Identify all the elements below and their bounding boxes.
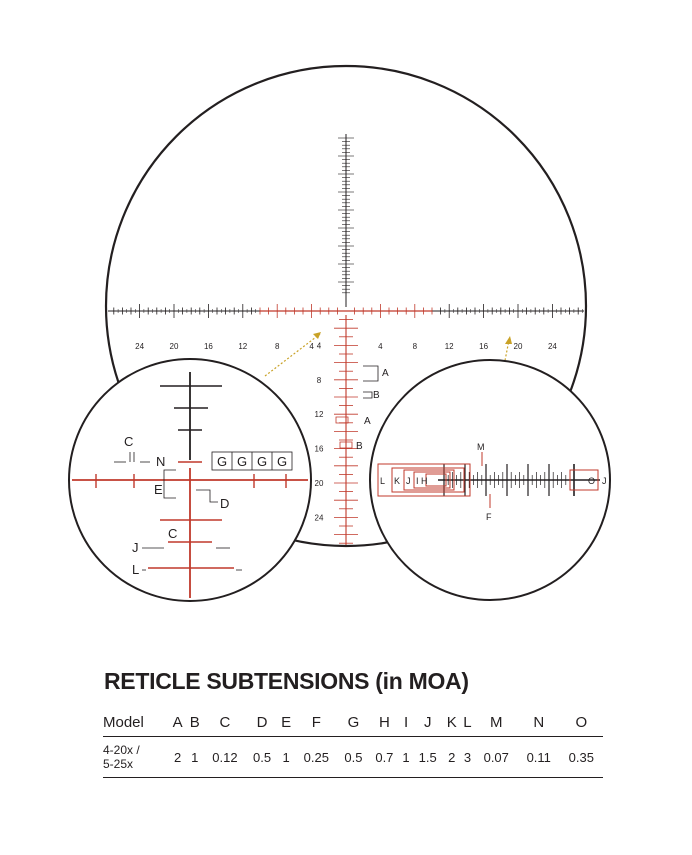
vertical-scale-labels (315, 341, 324, 522)
right-callout-F: F (486, 512, 492, 522)
header-F: F (295, 708, 338, 737)
vertical-stadia (334, 134, 358, 545)
header-model: Model (103, 708, 169, 737)
right-box-K: K (394, 476, 401, 486)
left-callout-E: E (154, 482, 163, 497)
value-B: 1 (186, 737, 203, 778)
value-F: 0.25 (295, 737, 338, 778)
right-callout-M: M (477, 442, 485, 452)
value-D: 0.5 (247, 737, 278, 778)
scale-label-right: 12 (444, 342, 454, 351)
value-N: 0.11 (518, 737, 560, 778)
model-cell (103, 737, 169, 778)
left-callout-G4: G (277, 454, 288, 469)
scale-label-vertical: 8 (316, 375, 322, 385)
scale-label-vertical: 16 (314, 444, 324, 454)
scale-label-vertical: 4 (316, 341, 322, 351)
scale-label-left: 20 (169, 342, 179, 351)
value-J: 1.5 (412, 737, 443, 778)
right-box-J: J (406, 476, 411, 486)
header-I: I (400, 708, 412, 737)
left-callout-N: N (156, 454, 166, 469)
scale-label-right: 20 (513, 342, 523, 351)
scale-label-vertical: 12 (314, 410, 324, 420)
arrow-head-left-icon (313, 332, 321, 339)
header-M: M (475, 708, 518, 737)
right-box-L: L (380, 476, 386, 486)
right-box-H: H (421, 476, 428, 486)
subtension-table (103, 708, 603, 778)
header-A: A (169, 708, 186, 737)
left-callout-G1: G (217, 454, 228, 469)
left-callout-G3: G (257, 454, 268, 469)
left-callout-C-top: C (124, 434, 134, 449)
value-M: 0.07 (475, 737, 518, 778)
value-O: 0.35 (560, 737, 603, 778)
scale-label-left: 4 (309, 342, 314, 351)
left-detail-view (69, 359, 311, 601)
scale-label-right: 24 (547, 342, 557, 351)
value-I: 1 (400, 737, 412, 778)
left-callout-C-mid: C (168, 526, 178, 541)
scale-label-left: 8 (274, 342, 280, 351)
scale-label-left: 24 (135, 342, 145, 351)
right-box-I: I (416, 476, 419, 486)
callout-brackets (336, 366, 378, 448)
value-G: 0.5 (338, 737, 369, 778)
model-line-1: 4-20x / (103, 743, 140, 757)
scale-label-right: 4 (378, 342, 383, 351)
table-row (103, 737, 603, 778)
left-callout-D: D (220, 496, 230, 511)
left-callout-G2: G (237, 454, 248, 469)
header-E: E (278, 708, 295, 737)
zoom-arrow-left (265, 334, 320, 376)
header-N: N (518, 708, 560, 737)
callout-A-lower: A (364, 416, 371, 427)
scale-label-vertical: 20 (314, 479, 324, 488)
right-box-J-end: J (602, 476, 607, 486)
scale-label-right: 16 (479, 342, 489, 351)
value-L: 3 (460, 737, 474, 778)
model-line-2: 5-25x (103, 757, 134, 771)
scale-label-left: 12 (238, 342, 248, 351)
scale-label-right: 8 (412, 342, 418, 351)
left-callout-L: L (132, 562, 140, 577)
header-D: D (247, 708, 278, 737)
right-detail-view (370, 360, 610, 600)
header-C: C (203, 708, 246, 737)
right-box-O: O (588, 476, 596, 486)
header-G: G (338, 708, 369, 737)
left-callout-J: J (132, 540, 139, 555)
callout-B-upper: B (373, 390, 380, 401)
scale-label-left: 16 (203, 342, 213, 351)
table-header-row (103, 708, 603, 737)
value-H: 0.7 (369, 737, 400, 778)
header-O: O (560, 708, 603, 737)
value-C: 0.12 (203, 737, 246, 778)
header-L: L (460, 708, 474, 737)
scale-label-vertical: 24 (314, 513, 324, 523)
header-H: H (369, 708, 400, 737)
header-J: J (412, 708, 443, 737)
value-K: 2 (443, 737, 460, 778)
table-title: RETICLE SUBTENSIONS (in MOA) (104, 668, 469, 694)
callout-A-upper: A (382, 368, 389, 379)
value-E: 1 (278, 737, 295, 778)
header-K: K (443, 708, 460, 737)
value-A: 2 (169, 737, 186, 778)
header-B: B (186, 708, 203, 737)
arrow-head-right-icon (505, 336, 512, 344)
callout-B-lower: B (356, 441, 363, 452)
